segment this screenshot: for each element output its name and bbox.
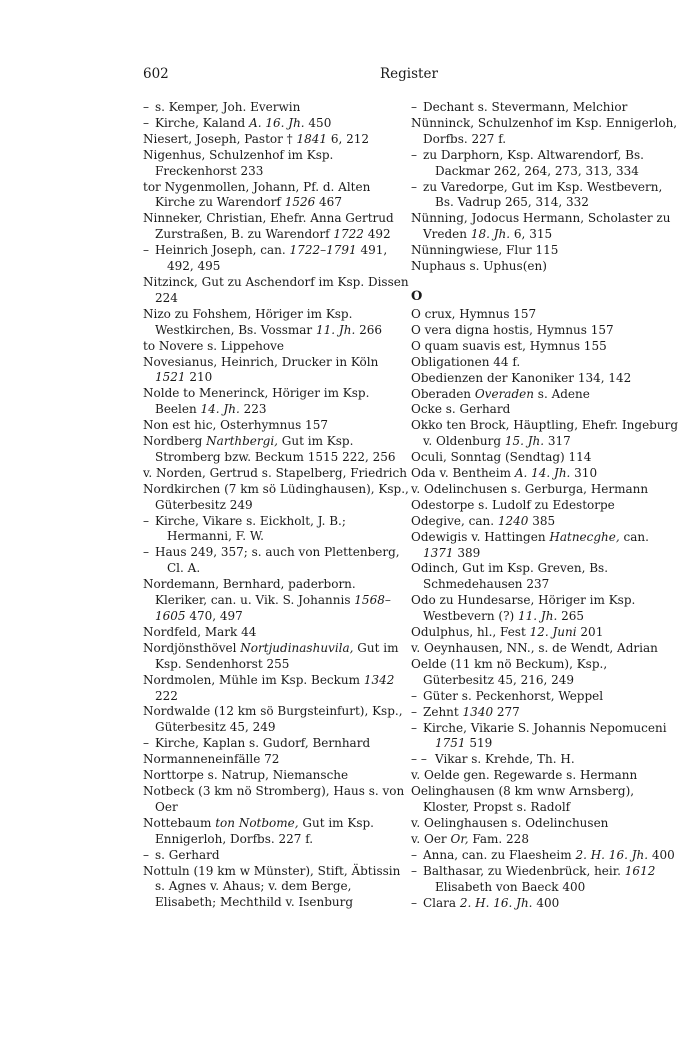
entry-text: Odo zu Hundesarse, Höriger im Ksp. Westbevern (?) bbox=[411, 593, 636, 624]
entry-text: 201 bbox=[576, 625, 604, 640]
entry-text: Niesert, Joseph, Pastor † bbox=[143, 131, 297, 146]
entry-text: v. Norden, Gertrud s. Stapelberg, Friedrich bbox=[143, 465, 407, 480]
entry-text: Normanneneinfälle 72 bbox=[143, 752, 280, 767]
index-entry bbox=[411, 243, 679, 259]
index-entry bbox=[143, 482, 411, 514]
index-entry bbox=[143, 514, 411, 546]
entry-text: Zehnt bbox=[423, 704, 463, 719]
index-entry bbox=[411, 116, 679, 148]
index-entry bbox=[411, 768, 679, 784]
index-entry bbox=[411, 339, 679, 355]
entry-text: Balthasar, zu Wiedenbrück, heir. bbox=[423, 863, 625, 878]
entry-text: Nünning, Jodocus Hermann, Scholaster zu Vreden bbox=[411, 211, 671, 242]
entry-text: 385 bbox=[528, 513, 556, 528]
index-entry bbox=[143, 339, 411, 355]
index-entry bbox=[143, 307, 411, 339]
entry-text: Oelde (11 km nö Beckum), Ksp., Güterbesitz 45, 216, 249 bbox=[411, 656, 608, 687]
entry-text: Heinrich Joseph, can. bbox=[155, 243, 290, 258]
entry-text: Gut im Ksp. Sendenhorst 255 bbox=[155, 640, 399, 671]
entry-text: O vera digna hostis, Hymnus 157 bbox=[411, 322, 614, 337]
entry-text: Nuphaus s. Uphus(en) bbox=[411, 259, 547, 274]
entry-dash: – bbox=[411, 847, 417, 862]
entry-italic: 18. Jh. bbox=[470, 227, 511, 242]
entry-text: Nordjönsthövel bbox=[143, 640, 241, 655]
entry-dash: – bbox=[411, 688, 417, 703]
entry-dash: – bbox=[143, 545, 149, 560]
entry-text: 277 bbox=[493, 704, 520, 719]
right-column-n-entries bbox=[411, 100, 679, 275]
entry-italic: Narthbergi, bbox=[206, 434, 278, 449]
index-entry bbox=[143, 848, 411, 864]
entry-text: Elisabeth von Baeck 400 bbox=[435, 879, 586, 894]
entry-text: Anna, can. zu Flaesheim bbox=[423, 847, 576, 862]
entry-dash: – – bbox=[411, 752, 427, 767]
index-entry bbox=[143, 132, 411, 148]
index-entry bbox=[411, 641, 679, 657]
index-entry bbox=[411, 180, 679, 212]
index-entry bbox=[143, 100, 411, 116]
entry-italic: 1342 bbox=[363, 672, 395, 687]
index-entry bbox=[143, 275, 411, 307]
entry-text: Okko ten Brock, Häuptling, Ehefr. Ingeburg v. Oldenburg bbox=[411, 418, 679, 449]
entry-text: Obligationen 44 f. bbox=[411, 354, 521, 369]
entry-text: 467 bbox=[315, 195, 342, 210]
index-entry bbox=[143, 418, 411, 434]
entry-dash: – bbox=[411, 895, 417, 910]
entry-dash: – bbox=[411, 720, 417, 735]
entry-text: 470, 497 bbox=[185, 609, 243, 623]
entry-italic: Hatnecghe, bbox=[549, 529, 620, 544]
index-entry bbox=[143, 784, 411, 816]
index-entry bbox=[143, 625, 411, 641]
entry-text: Nordwalde (12 km sö Burgsteinfurt), Ksp., Güterbesitz 45, 249 bbox=[143, 704, 403, 735]
entry-text: s. Adene bbox=[533, 386, 590, 401]
index-entry bbox=[143, 386, 411, 418]
entry-italic: Overaden bbox=[474, 386, 534, 401]
entry-dash: – bbox=[411, 100, 417, 114]
entry-text: 222 bbox=[155, 688, 178, 703]
entry-text: s. Gerhard bbox=[155, 847, 220, 862]
index-entry bbox=[411, 402, 679, 418]
entry-text: Kirche, Vikarie S. Johannis Nepomuceni bbox=[423, 720, 667, 735]
index-entry bbox=[411, 530, 679, 562]
entry-text: 450 bbox=[304, 115, 332, 130]
index-entry bbox=[143, 355, 411, 387]
entry-text: Nottebaum bbox=[143, 815, 216, 830]
index-entry bbox=[143, 864, 411, 912]
entry-italic: 1751 bbox=[435, 736, 466, 751]
entry-italic: 1568–1605 bbox=[155, 593, 391, 623]
entry-dash: – bbox=[143, 243, 149, 258]
index-entry bbox=[411, 625, 679, 641]
entry-dash: – bbox=[143, 100, 149, 114]
index-entry bbox=[411, 784, 679, 816]
entry-italic: 12. Juni bbox=[529, 625, 577, 640]
entry-text: 6, 315 bbox=[510, 227, 553, 242]
entry-text: Odulphus, hl., Fest bbox=[411, 625, 530, 640]
entry-text: 519 bbox=[465, 736, 493, 751]
entry-text: 265 bbox=[557, 609, 584, 624]
entry-italic: 2. H. 16. Jh. bbox=[459, 895, 533, 910]
entry-text: Nottuln (19 km w Münster), Stift, Äbtissin s. Agnes v. Ahaus; v. dem Berge, Elisabeth; Mechthild v. Isenburg bbox=[143, 863, 401, 910]
entry-text: 310 bbox=[570, 466, 598, 481]
index-entry bbox=[411, 100, 679, 116]
index-entry bbox=[411, 705, 679, 721]
entry-text: 400 bbox=[648, 847, 675, 862]
entry-italic: Nortjudinashuvila, bbox=[240, 640, 354, 655]
entry-text: can. bbox=[619, 529, 649, 544]
entry-italic: ton Notbome, bbox=[215, 815, 299, 830]
left-column bbox=[143, 100, 411, 911]
entry-text: s. Kemper, Joh. Everwin bbox=[155, 100, 301, 114]
entry-text: 223 bbox=[239, 402, 267, 417]
index-entry bbox=[143, 704, 411, 736]
index-entry bbox=[143, 545, 411, 577]
entry-italic: 1521 bbox=[155, 370, 186, 385]
right-column-o-entries bbox=[411, 307, 679, 911]
entry-text: v. Oelde gen. Regewarde s. Hermann bbox=[411, 768, 638, 783]
entry-text: Novesianus, Heinrich, Drucker in Köln bbox=[143, 354, 379, 369]
entry-text: Odinch, Gut im Ksp. Greven, Bs. Schmedehausen 237 bbox=[411, 561, 609, 592]
entry-dash: – bbox=[143, 736, 149, 751]
index-entry bbox=[411, 355, 679, 371]
entry-text: Gut im Ksp. Ennigerloh, Dorfbs. 227 f. bbox=[155, 815, 374, 846]
entry-italic: 11. Jh. bbox=[316, 322, 356, 337]
right-column bbox=[411, 100, 679, 911]
index-entry bbox=[143, 736, 411, 752]
entry-text: Non est hic, Osterhymnus 157 bbox=[143, 418, 328, 433]
entry-dash: – bbox=[143, 115, 149, 130]
index-entry bbox=[143, 116, 411, 132]
index-entry bbox=[411, 689, 679, 705]
entry-text: 400 bbox=[532, 895, 560, 910]
entry-text: Obedienzen der Kanoniker 134, 142 bbox=[411, 370, 632, 385]
entry-text: 492 bbox=[363, 227, 391, 242]
entry-text: v. Oelinghausen s. Odelinchusen bbox=[411, 815, 609, 830]
index-entry bbox=[411, 450, 679, 466]
index-entry bbox=[411, 482, 679, 498]
entry-text: Oelinghausen (8 km wnw Arnsberg), Kloster, Propst s. Radolf bbox=[411, 784, 635, 815]
entry-italic: 1340 bbox=[462, 704, 494, 719]
entry-italic: 1722–1791 bbox=[289, 243, 357, 258]
entry-text: tor Nygenmollen, Johann, Pf. d. Alten Kirche zu Warendorf bbox=[143, 179, 371, 210]
entry-italic: 11. Jh. bbox=[518, 609, 558, 624]
page-number: 602 bbox=[143, 66, 169, 82]
index-entry bbox=[143, 243, 411, 275]
index-entry bbox=[411, 323, 679, 339]
entry-italic: 1240 bbox=[497, 513, 529, 528]
index-entry bbox=[411, 848, 679, 864]
entry-text: v. Oer bbox=[411, 831, 451, 846]
entry-text: Nigenhus, Schulzenhof im Ksp. Freckenhorst 233 bbox=[143, 147, 334, 178]
entry-text: Odegive, can. bbox=[411, 513, 498, 528]
entry-italic: 1841 bbox=[296, 131, 328, 146]
index-entry bbox=[411, 752, 679, 768]
index-entry bbox=[411, 721, 679, 753]
entry-italic: A. 16. Jh. bbox=[249, 115, 305, 130]
entry-text: Nitzinck, Gut zu Aschendorf im Ksp. Dissen 224 bbox=[143, 274, 409, 305]
entry-dash: – bbox=[411, 863, 417, 878]
index-entry bbox=[143, 211, 411, 243]
entry-text: Ninneker, Christian, Ehefr. Anna Gertrud Zurstraßen, B. zu Warendorf bbox=[143, 211, 394, 242]
index-entry bbox=[411, 371, 679, 387]
index-entry bbox=[411, 657, 679, 689]
entry-text: Notbeck (3 km nö Stromberg), Haus s. von Oer bbox=[143, 783, 405, 814]
index-entry bbox=[411, 896, 679, 912]
entry-text: Nordberg bbox=[143, 434, 207, 449]
index-entry bbox=[143, 148, 411, 180]
entry-text: Clara bbox=[423, 895, 460, 910]
index-entry bbox=[411, 148, 679, 180]
entry-text: Kirche, Kaplan s. Gudorf, Bernhard bbox=[155, 736, 371, 751]
running-head: Register bbox=[380, 66, 438, 82]
index-entry bbox=[411, 561, 679, 593]
index-entry bbox=[411, 593, 679, 625]
entry-text: v. Odelinchusen s. Gerburga, Hermann bbox=[411, 481, 649, 496]
index-entry bbox=[411, 514, 679, 530]
index-entry bbox=[143, 641, 411, 673]
entry-text: Nünninck, Schulzenhof im Ksp. Ennigerloh, Dorfbs. 227 f. bbox=[411, 115, 678, 146]
entry-text: Nordemann, Bernhard, paderborn. Kleriker, can. u. Vik. S. Johannis bbox=[143, 577, 356, 608]
entry-italic: A. 14. Jh. bbox=[514, 466, 571, 481]
entry-text: Ocke s. Gerhard bbox=[411, 402, 511, 417]
index-entry bbox=[411, 387, 679, 403]
entry-text: Nordkirchen (7 km sö Lüdinghausen), Ksp., Güterbesitz 249 bbox=[143, 481, 409, 512]
entry-dash: – bbox=[143, 513, 149, 528]
index-entry bbox=[143, 434, 411, 466]
entry-text: Nolde to Menerinck, Höriger im Ksp. Beelen bbox=[143, 386, 370, 417]
entry-text: Odewigis v. Hattingen bbox=[411, 529, 550, 544]
index-entry bbox=[143, 752, 411, 768]
entry-text: Nünningwiese, Flur 115 bbox=[411, 243, 559, 258]
entry-italic: 2. H. 16. Jh. bbox=[575, 847, 649, 862]
index-entry bbox=[411, 307, 679, 323]
entry-text: Kirche, Kaland bbox=[155, 115, 250, 130]
entry-text: Norttorpe s. Natrup, Niemansche bbox=[143, 768, 349, 783]
index-entry bbox=[411, 418, 679, 450]
index-entry bbox=[143, 180, 411, 212]
entry-text: Gut im Ksp. Stromberg bzw. Beckum 1515 222, 256 bbox=[155, 434, 396, 464]
entry-italic: 1526 bbox=[284, 195, 316, 210]
entry-italic: 1722 bbox=[333, 227, 364, 242]
entry-dash: – bbox=[411, 704, 417, 719]
entry-dash: – bbox=[411, 147, 417, 162]
entry-italic: 14. Jh. bbox=[200, 402, 240, 417]
entry-text: zu Darphorn, Ksp. Altwarendorf, Bs. Dackmar 262, 264, 273, 313, 334 bbox=[423, 147, 644, 178]
entry-italic: Or, bbox=[450, 831, 469, 846]
entry-text: 389 bbox=[453, 545, 481, 560]
entry-text: Dechant s. Stevermann, Melchior bbox=[423, 100, 628, 114]
index-entry bbox=[411, 832, 679, 848]
index-entry bbox=[143, 816, 411, 848]
entry-italic: 15. Jh. bbox=[504, 434, 545, 449]
entry-text: Haus 249, 357; s. auch von Plettenberg, Cl. A. bbox=[155, 545, 400, 576]
entry-text: Oda v. Bentheim bbox=[411, 466, 515, 481]
entry-text: Vikar s. Krehde, Th. H. bbox=[435, 752, 575, 767]
entry-italic: 1612 bbox=[624, 863, 656, 878]
section-letter-o: O bbox=[411, 288, 423, 304]
entry-text: Oculi, Sonntag (Sendtag) 114 bbox=[411, 450, 592, 465]
entry-text: Nordmolen, Mühle im Ksp. Beckum bbox=[143, 672, 364, 687]
index-entry bbox=[143, 577, 411, 625]
entry-text: v. Oeynhausen, NN., s. de Wendt, Adrian bbox=[411, 641, 658, 655]
entry-text: Odestorpe s. Ludolf zu Edestorpe bbox=[411, 497, 615, 512]
entry-dash: – bbox=[411, 179, 417, 194]
entry-text: Fam. 228 bbox=[468, 831, 529, 846]
index-entry bbox=[411, 864, 679, 896]
entry-text: Nordfeld, Mark 44 bbox=[143, 624, 257, 639]
entry-text: 266 bbox=[355, 322, 382, 337]
index-entry bbox=[411, 259, 679, 275]
entry-dash: – bbox=[143, 847, 149, 862]
entry-text: to Novere s. Lippehove bbox=[143, 338, 285, 353]
entry-italic: 1371 bbox=[423, 545, 454, 560]
entry-text: 210 bbox=[185, 370, 213, 385]
entry-text: Kirche, Vikare s. Eickholt, J. B.; Hermanni, F. W. bbox=[155, 513, 346, 544]
entry-text: 317 bbox=[544, 434, 571, 449]
entry-text: O quam suavis est, Hymnus 155 bbox=[411, 338, 607, 353]
index-entry bbox=[143, 768, 411, 784]
index-entry bbox=[411, 816, 679, 832]
index-entry bbox=[411, 498, 679, 514]
entry-text: 491, 492, 495 bbox=[167, 243, 388, 274]
entry-text: O crux, Hymnus 157 bbox=[411, 306, 537, 321]
entry-text: 6, 212 bbox=[327, 131, 370, 146]
index-entry bbox=[411, 211, 679, 243]
entry-text: zu Varedorpe, Gut im Ksp. Westbevern, Bs. Vadrup 265, 314, 332 bbox=[423, 179, 663, 210]
entry-text: Oberaden bbox=[411, 386, 475, 401]
index-entry bbox=[143, 673, 411, 705]
entry-text: Güter s. Peckenhorst, Weppel bbox=[423, 688, 604, 703]
index-entry bbox=[411, 466, 679, 482]
index-entry bbox=[143, 466, 411, 482]
entry-text: Nizo zu Fohshem, Höriger im Ksp. Westkirchen, Bs. Vossmar bbox=[143, 306, 353, 337]
